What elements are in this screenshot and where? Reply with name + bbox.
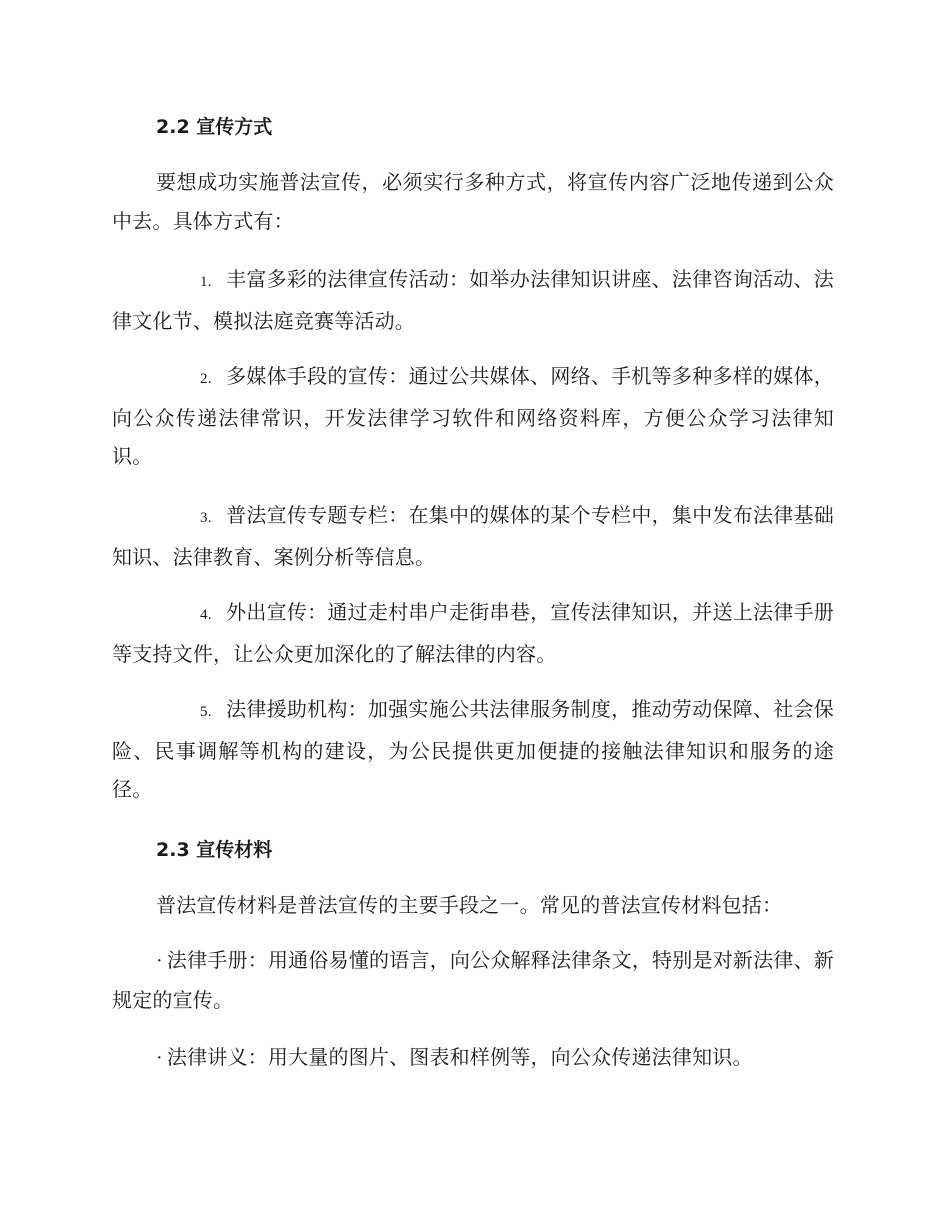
list-item-text: 丰富多彩的法律宣传活动：如举办法律知识讲座、法律咨询活动、法律文化节、模拟法庭竞赛等活动。	[112, 267, 834, 333]
bullet-mark: ·	[156, 950, 163, 972]
list-item-3	[112, 496, 834, 576]
list-number: 4.	[200, 607, 212, 623]
list-item-text: 多媒体手段的宣传：通过公共媒体、网络、手机等多种多样的媒体，向公众传递法律常识，开发法律学习软件和网络资料库，方便公众学习法律知识。	[112, 364, 834, 468]
bullet-item-1	[112, 941, 834, 1019]
list-item-text: 普法宣传专题专栏：在集中的媒体的某个专栏中，集中发布法律基础知识、法律教育、案例分析等信息。	[112, 503, 834, 569]
list-item-text: 外出宣传：通过走村串户走街串巷，宣传法律知识，并送上法律手册等支持文件，让公众更加深化的了解法律的内容。	[112, 600, 834, 666]
list-number: 3.	[200, 510, 212, 526]
list-number: 1.	[200, 274, 212, 290]
section-2-2-intro: 要想成功实施普法宣传，必须实行多种方式，将宣传内容广泛地传递到公众中去。具体方式有：	[112, 170, 834, 233]
section-heading-2-3: 2.3 宣传材料	[156, 839, 273, 861]
list-item-4	[112, 593, 834, 673]
list-item-2	[112, 357, 834, 476]
section-heading-2-2: 2.2 宣传方式	[156, 116, 273, 138]
list-number: 2.	[200, 371, 212, 387]
section-2-3-intro: 普法宣传材料是普法宣传的主要手段之一。常见的普法宣传材料包括：	[156, 893, 783, 917]
list-item-text: 法律援助机构：加强实施公共法律服务制度，推动劳动保障、社会保险、民事调解等机构的建设，为公民提供更加便捷的接触法律知识和服务的途径。	[112, 697, 834, 801]
bullet-item-2	[112, 1038, 834, 1078]
bullet-item-text: 法律讲义：用大量的图片、图表和样例等，向公众传递法律知识。	[166, 1045, 753, 1069]
bullet-item-text: 法律手册：用通俗易懂的语言，向公众解释法律条文，特别是对新法律、新规定的宣传。	[112, 948, 834, 1012]
list-item-5	[112, 690, 834, 809]
list-number: 5.	[200, 704, 212, 720]
bullet-mark: ·	[156, 1047, 163, 1069]
list-item-1	[112, 260, 834, 340]
